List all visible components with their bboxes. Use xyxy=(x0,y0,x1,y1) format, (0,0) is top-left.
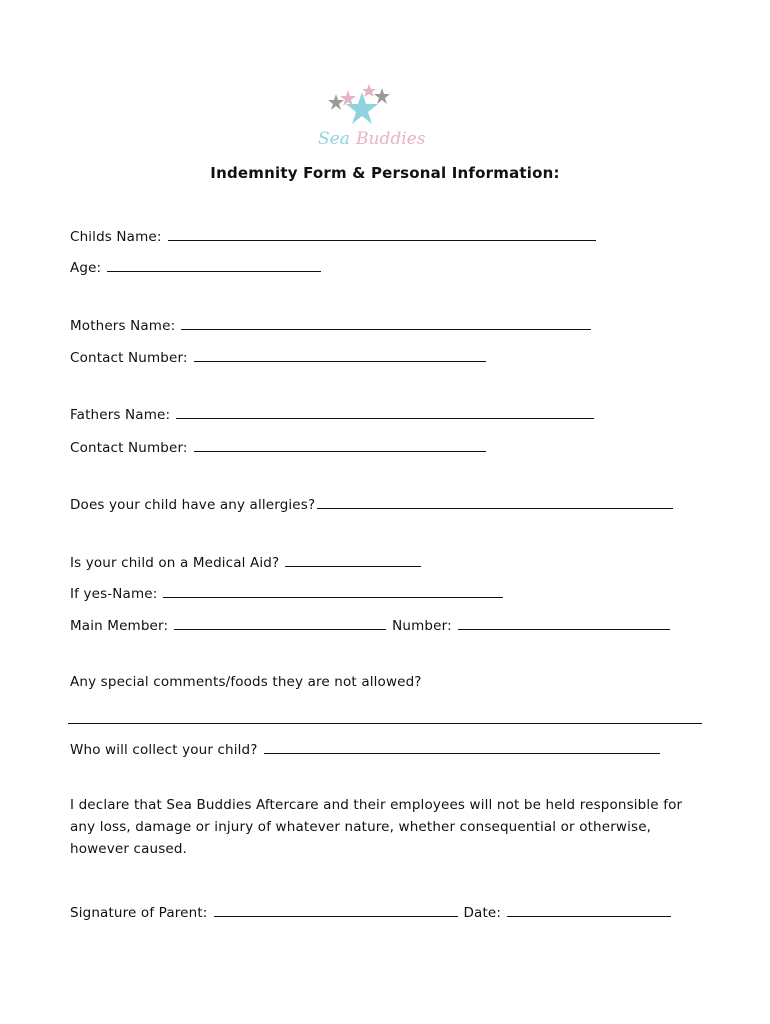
number-label: Number: xyxy=(392,618,452,634)
main-member-row xyxy=(70,615,670,634)
signature-row xyxy=(70,902,671,921)
allergies-field[interactable] xyxy=(317,494,673,509)
medical-aid-row xyxy=(70,552,421,571)
childs-name-label: Childs Name: xyxy=(70,229,162,245)
date-field[interactable] xyxy=(507,902,671,917)
mothers-name-row xyxy=(70,315,591,334)
fathers-name-field[interactable] xyxy=(176,404,594,419)
childs-name-field[interactable] xyxy=(168,226,596,241)
signature-field[interactable] xyxy=(214,902,458,917)
special-comments-field[interactable] xyxy=(68,723,702,724)
mothers-name-field[interactable] xyxy=(181,315,591,330)
special-comments-label: Any special comments/foods they are not allowed? xyxy=(70,674,422,690)
special-comments-row xyxy=(70,674,422,690)
age-field[interactable] xyxy=(107,257,321,272)
main-member-field[interactable] xyxy=(174,615,386,630)
father-contact-row xyxy=(70,437,486,456)
who-collects-label: Who will collect your child? xyxy=(70,742,258,758)
medical-aid-field[interactable] xyxy=(285,552,421,567)
form-title: Indemnity Form & Personal Information: xyxy=(210,164,560,182)
if-yes-name-row xyxy=(70,583,503,602)
age-label: Age: xyxy=(70,260,102,276)
if-yes-name-field[interactable] xyxy=(163,583,503,598)
declaration-text: I declare that Sea Buddies Aftercare and their employees will not be held responsible for any loss, damage or injury of whatever nature, whether consequential or otherwise, however caused. xyxy=(70,797,683,857)
mothers-name-label: Mothers Name: xyxy=(70,318,176,334)
signature-label: Signature of Parent: xyxy=(70,905,208,921)
who-collects-field[interactable] xyxy=(264,739,660,754)
childs-name-row xyxy=(70,226,596,245)
svg-text:Buddies: Buddies xyxy=(356,129,426,149)
mother-contact-label: Contact Number: xyxy=(70,350,188,366)
who-collects-row xyxy=(70,739,660,758)
fathers-name-row xyxy=(70,404,594,423)
mother-contact-field[interactable] xyxy=(194,347,486,362)
number-field[interactable] xyxy=(458,615,670,630)
father-contact-label: Contact Number: xyxy=(70,440,188,456)
allergies-label: Does your child have any allergies? xyxy=(70,497,316,513)
age-row xyxy=(70,257,321,276)
main-member-label: Main Member: xyxy=(70,618,169,634)
medical-aid-label: Is your child on a Medical Aid? xyxy=(70,555,280,571)
father-contact-field[interactable] xyxy=(194,437,486,452)
fathers-name-label: Fathers Name: xyxy=(70,407,171,423)
if-yes-name-label: If yes-Name: xyxy=(70,586,158,602)
svg-text:Sea: Sea xyxy=(318,129,350,149)
allergies-row xyxy=(70,494,673,513)
mother-contact-row xyxy=(70,347,486,366)
starfish-logo-icon xyxy=(314,84,434,154)
sea-buddies-logo xyxy=(314,84,434,154)
date-label: Date: xyxy=(463,905,502,921)
